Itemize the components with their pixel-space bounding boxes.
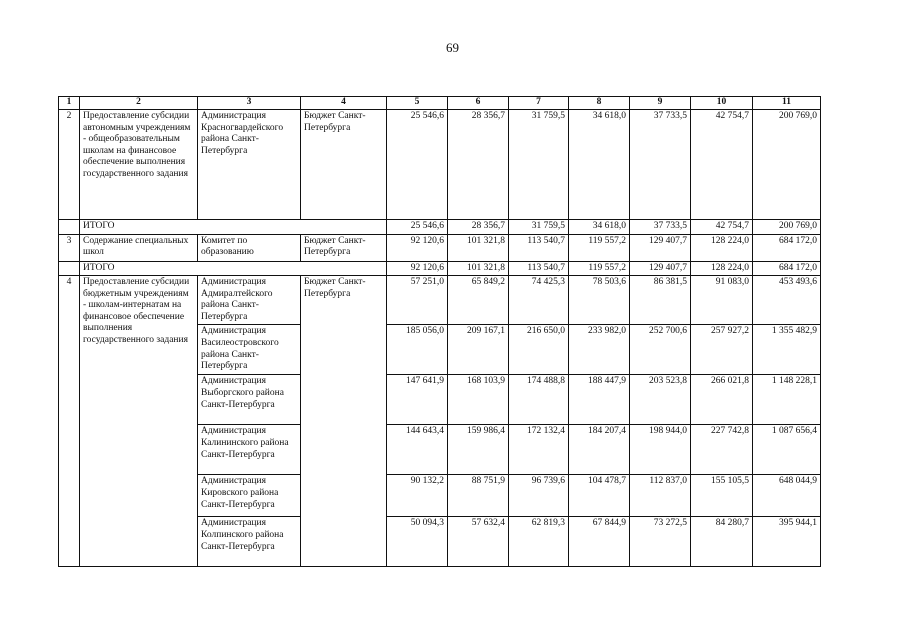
value-cell: 90 132,2 — [387, 475, 448, 517]
value-cell: 1 355 482,9 — [753, 325, 821, 375]
value-cell: 28 356,7 — [448, 110, 509, 220]
value-cell: 155 105,5 — [691, 475, 753, 517]
value-cell: 453 493,6 — [753, 276, 821, 325]
total-value: 92 120,6 — [387, 261, 448, 276]
total-label: ИТОГО — [80, 261, 387, 276]
row-funding-source: Бюджет Санкт-Петербурга — [301, 276, 387, 567]
total-row — [59, 220, 821, 235]
table-row — [59, 110, 821, 220]
row-administrator: Администрация Адмиралтейского района Санкт-Петербурга — [198, 276, 301, 325]
column-header: 10 — [691, 97, 753, 110]
total-value: 25 546,6 — [387, 220, 448, 235]
value-cell: 73 272,5 — [630, 517, 691, 567]
row-description: Предоставление субсидии бюджетным учреждениям - школам-интернатам на финансовое обеспечение выполнения государственного задания — [80, 276, 198, 567]
value-cell: 1 148 228,1 — [753, 375, 821, 425]
value-cell: 65 849,2 — [448, 276, 509, 325]
row-index: 2 — [59, 110, 80, 220]
total-value: 200 769,0 — [753, 220, 821, 235]
column-header: 11 — [753, 97, 821, 110]
row-funding-source: Бюджет Санкт-Петербурга — [301, 234, 387, 261]
row-administrator: Комитет по образованию — [198, 234, 301, 261]
page-number: 69 — [446, 40, 459, 55]
row-index: 4 — [59, 276, 80, 567]
value-cell: 34 618,0 — [569, 110, 630, 220]
row-administrator: Администрация Василеостровского района Санкт-Петербурга — [198, 325, 301, 375]
value-cell: 184 207,4 — [569, 425, 630, 475]
value-cell: 104 478,7 — [569, 475, 630, 517]
empty-cell — [59, 261, 80, 276]
column-header: 9 — [630, 97, 691, 110]
row-administrator: Администрация Кировского района Санкт-Петербурга — [198, 475, 301, 517]
total-row — [59, 261, 821, 276]
total-value: 129 407,7 — [630, 261, 691, 276]
value-cell: 62 819,3 — [509, 517, 569, 567]
row-administrator: Администрация Калининского района Санкт-Петербурга — [198, 425, 301, 475]
value-cell: 101 321,8 — [448, 234, 509, 261]
row-index: 3 — [59, 234, 80, 261]
value-cell: 227 742,8 — [691, 425, 753, 475]
value-cell: 185 056,0 — [387, 325, 448, 375]
value-cell: 128 224,0 — [691, 234, 753, 261]
column-header: 6 — [448, 97, 509, 110]
value-cell: 50 094,3 — [387, 517, 448, 567]
value-cell: 200 769,0 — [753, 110, 821, 220]
value-cell: 395 944,1 — [753, 517, 821, 567]
header-row — [59, 97, 821, 110]
column-header: 1 — [59, 97, 80, 110]
value-cell: 203 523,8 — [630, 375, 691, 425]
value-cell: 209 167,1 — [448, 325, 509, 375]
column-header: 2 — [80, 97, 198, 110]
row-description: Предоставление субсидии автономным учреждениям - общеобразовательным школам на финансовое обеспечение выполнения государственного задания — [80, 110, 198, 220]
value-cell: 112 837,0 — [630, 475, 691, 517]
total-value: 113 540,7 — [509, 261, 569, 276]
total-value: 42 754,7 — [691, 220, 753, 235]
column-header: 7 — [509, 97, 569, 110]
value-cell: 86 381,5 — [630, 276, 691, 325]
table-row — [59, 276, 821, 325]
total-value: 34 618,0 — [569, 220, 630, 235]
value-cell: 57 251,0 — [387, 276, 448, 325]
value-cell: 119 557,2 — [569, 234, 630, 261]
row-administrator: Администрация Красногвардейского района Санкт-Петербурга — [198, 110, 301, 220]
value-cell: 113 540,7 — [509, 234, 569, 261]
value-cell: 168 103,9 — [448, 375, 509, 425]
value-cell: 174 488,8 — [509, 375, 569, 425]
column-header: 5 — [387, 97, 448, 110]
value-cell: 25 546,6 — [387, 110, 448, 220]
table-row — [59, 234, 821, 261]
value-cell: 257 927,2 — [691, 325, 753, 375]
value-cell: 91 083,0 — [691, 276, 753, 325]
value-cell: 159 986,4 — [448, 425, 509, 475]
value-cell: 84 280,7 — [691, 517, 753, 567]
value-cell: 648 044,9 — [753, 475, 821, 517]
column-header: 3 — [198, 97, 301, 110]
column-header: 8 — [569, 97, 630, 110]
value-cell: 216 650,0 — [509, 325, 569, 375]
row-administrator: Администрация Колпинского района Санкт-Петербурга — [198, 517, 301, 567]
value-cell: 74 425,3 — [509, 276, 569, 325]
value-cell: 31 759,5 — [509, 110, 569, 220]
row-description: Содержание специальных школ — [80, 234, 198, 261]
value-cell: 1 087 656,4 — [753, 425, 821, 475]
value-cell: 42 754,7 — [691, 110, 753, 220]
value-cell: 233 982,0 — [569, 325, 630, 375]
total-value: 684 172,0 — [753, 261, 821, 276]
value-cell: 684 172,0 — [753, 234, 821, 261]
total-value: 37 733,5 — [630, 220, 691, 235]
value-cell: 37 733,5 — [630, 110, 691, 220]
value-cell: 188 447,9 — [569, 375, 630, 425]
total-value: 128 224,0 — [691, 261, 753, 276]
value-cell: 147 641,9 — [387, 375, 448, 425]
row-administrator: Администрация Выборгского района Санкт-Петербурга — [198, 375, 301, 425]
value-cell: 96 739,6 — [509, 475, 569, 517]
value-cell: 78 503,6 — [569, 276, 630, 325]
total-value: 101 321,8 — [448, 261, 509, 276]
budget-table — [58, 96, 821, 567]
value-cell: 252 700,6 — [630, 325, 691, 375]
total-label: ИТОГО — [80, 220, 387, 235]
total-value: 119 557,2 — [569, 261, 630, 276]
value-cell: 67 844,9 — [569, 517, 630, 567]
value-cell: 172 132,4 — [509, 425, 569, 475]
value-cell: 92 120,6 — [387, 234, 448, 261]
value-cell: 144 643,4 — [387, 425, 448, 475]
value-cell: 129 407,7 — [630, 234, 691, 261]
column-header: 4 — [301, 97, 387, 110]
total-value: 28 356,7 — [448, 220, 509, 235]
total-value: 31 759,5 — [509, 220, 569, 235]
value-cell: 198 944,0 — [630, 425, 691, 475]
empty-cell — [59, 220, 80, 235]
value-cell: 57 632,4 — [448, 517, 509, 567]
value-cell: 88 751,9 — [448, 475, 509, 517]
row-funding-source: Бюджет Санкт-Петербурга — [301, 110, 387, 220]
value-cell: 266 021,8 — [691, 375, 753, 425]
